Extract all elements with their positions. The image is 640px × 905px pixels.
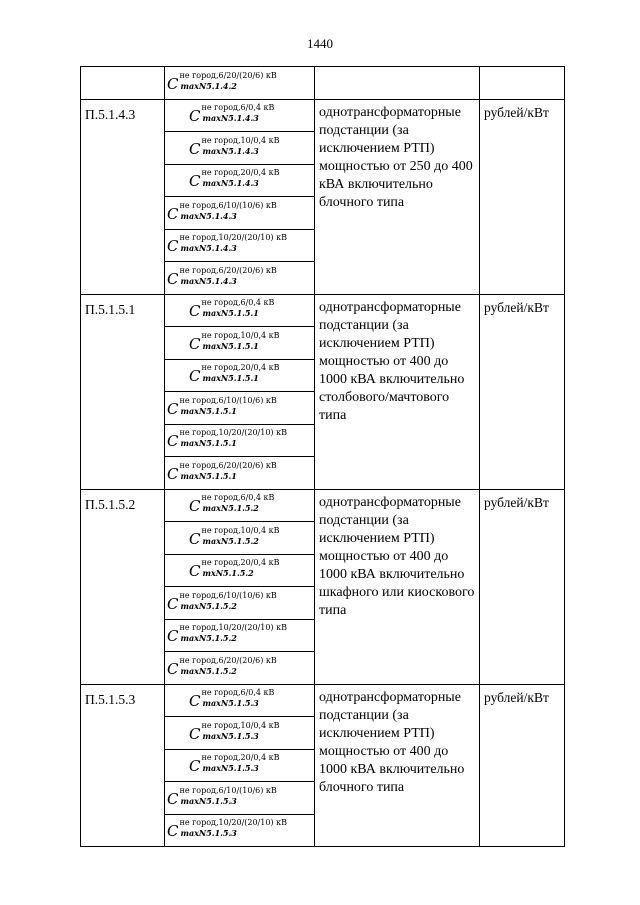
formula-subscript: maxN5.1.5.1	[180, 470, 237, 481]
formula-symbol: C	[167, 464, 179, 483]
formula-subscript: maxN5.1.5.1	[180, 438, 237, 449]
code-cell-text: П.5.1.5.2	[85, 496, 136, 512]
code-cell-text: П.5.1.4.3	[85, 106, 136, 122]
formula-subscript: maxN5.1.5.3	[180, 795, 237, 806]
formula-superscript: не город,10/0,4 кВ	[201, 330, 280, 340]
formula-subscript: maxN5.1.5.1	[180, 405, 237, 416]
page-number: 1440	[307, 36, 333, 51]
formula-cell	[165, 359, 315, 392]
table-row	[81, 684, 565, 717]
formula-superscript: не город,6/10/(10/6) кВ	[179, 395, 277, 405]
formula-symbol: C	[167, 399, 179, 418]
unit-cell-text: рублей/кВт	[484, 494, 549, 510]
formula-cell	[165, 652, 315, 685]
formula-superscript: не город,20/0,4 кВ	[201, 558, 280, 568]
tariff-table	[80, 66, 565, 847]
formula-cell	[165, 197, 315, 230]
formula-symbol: C	[189, 139, 201, 158]
unit-cell	[480, 684, 565, 847]
formula-cell	[165, 749, 315, 782]
formula-cell	[165, 587, 315, 620]
formula-symbol: C	[167, 789, 179, 808]
description-cell-text: однотрансформаторные подстанции (за исключением РТП) мощностью от 400 до 1000 кВА включительно столбового/мачтового типа	[319, 299, 465, 423]
formula-symbol: C	[189, 757, 201, 776]
formula-cell	[165, 619, 315, 652]
unit-cell	[480, 294, 565, 489]
formula-cell	[165, 262, 315, 295]
formula-superscript: не город,6/20/(20/6) кВ	[179, 460, 277, 470]
formula-symbol: C	[189, 302, 201, 321]
unit-cell	[480, 489, 565, 684]
formula-superscript: не город,6/10/(10/6) кВ	[179, 200, 277, 210]
formula-subscript: maxN5.1.4.3	[202, 113, 259, 124]
formula-cell	[165, 132, 315, 165]
formula-subscript: maxN5.1.5.2	[180, 665, 237, 676]
description-cell-text: однотрансформаторные подстанции (за исключением РТП) мощностью от 400 до 1000 кВА включительно шкафного или киоскового типа	[319, 494, 475, 618]
formula-symbol: C	[189, 529, 201, 548]
formula-subscript: maxN5.1.5.3	[202, 730, 259, 741]
description-cell	[315, 99, 480, 294]
unit-cell-text: рублей/кВт	[484, 299, 549, 315]
formula-symbol: C	[167, 269, 179, 288]
formula-superscript: не город,20/0,4 кВ	[201, 168, 280, 178]
formula-cell	[165, 814, 315, 847]
formula-symbol: C	[189, 724, 201, 743]
formula-symbol: C	[167, 594, 179, 613]
formula-subscript: maxN5.1.5.1	[202, 373, 259, 384]
formula-superscript: не город,6/20/(20/6) кВ	[179, 655, 277, 665]
table-row	[81, 99, 565, 132]
formula-subscript: maxN5.1.4.3	[202, 178, 259, 189]
formula-subscript: maxN5.1.5.2	[202, 535, 259, 546]
formula-cell	[165, 392, 315, 425]
description-cell	[315, 684, 480, 847]
formula-subscript: maxN5.1.4.3	[180, 210, 237, 221]
formula-symbol: C	[167, 822, 179, 841]
formula-cell	[165, 67, 315, 100]
unit-cell-text: рублей/кВт	[484, 104, 549, 120]
formula-superscript: не город,6/0,4 кВ	[201, 103, 275, 113]
formula-cell	[165, 294, 315, 327]
description-cell	[315, 489, 480, 684]
formula-superscript: не город,6/20/(20/6) кВ	[179, 70, 277, 80]
code-cell	[81, 99, 165, 294]
formula-cell	[165, 684, 315, 717]
formula-cell	[165, 782, 315, 815]
code-cell	[81, 67, 165, 100]
formula-subscript: maxN5.1.5.2	[180, 600, 237, 611]
formula-superscript: не город,10/0,4 кВ	[201, 525, 280, 535]
formula-superscript: не город,6/20/(20/6) кВ	[179, 265, 277, 275]
formula-symbol: C	[189, 367, 201, 386]
code-cell-text: П.5.1.5.1	[85, 301, 136, 317]
formula-subscript: maxN5.1.5.3	[202, 698, 259, 709]
unit-cell	[480, 67, 565, 100]
formula-subscript: maxN5.1.5.2	[180, 633, 237, 644]
code-cell-text: П.5.1.5.3	[85, 691, 136, 707]
formula-superscript: не город,10/20/(20/10) кВ	[179, 818, 287, 828]
formula-symbol: C	[167, 659, 179, 678]
formula-superscript: не город,10/0,4 кВ	[201, 720, 280, 730]
description-cell-text: однотрансформаторные подстанции (за исключением РТП) мощностью от 400 до 1000 кВА включительно блочного типа	[319, 689, 465, 795]
formula-symbol: C	[167, 204, 179, 223]
formula-subscript: maxN5.1.5.1	[202, 340, 259, 351]
formula-cell	[165, 164, 315, 197]
formula-cell	[165, 457, 315, 490]
table-row	[81, 489, 565, 522]
formula-symbol: C	[189, 334, 201, 353]
formula-cell	[165, 424, 315, 457]
formula-subscript: maxN5.1.4.3	[180, 243, 237, 254]
formula-subscript: maxN5.1.4.3	[180, 275, 237, 286]
formula-cell	[165, 554, 315, 587]
table-row	[81, 67, 565, 100]
formula-symbol: C	[189, 497, 201, 516]
formula-subscript: maxN5.1.4.2	[180, 80, 237, 91]
formula-superscript: не город,20/0,4 кВ	[201, 363, 280, 373]
unit-cell	[480, 99, 565, 294]
formula-superscript: не город,6/0,4 кВ	[201, 493, 275, 503]
formula-superscript: не город,6/0,4 кВ	[201, 298, 275, 308]
formula-cell	[165, 229, 315, 262]
formula-subscript: maxN5.1.5.3	[202, 763, 259, 774]
formula-symbol: C	[167, 432, 179, 451]
formula-superscript: не город,10/0,4 кВ	[201, 135, 280, 145]
formula-superscript: не город,10/20/(20/10) кВ	[179, 233, 287, 243]
formula-superscript: не город,6/0,4 кВ	[201, 688, 275, 698]
code-cell	[81, 489, 165, 684]
formula-superscript: не город,20/0,4 кВ	[201, 753, 280, 763]
code-cell	[81, 684, 165, 847]
formula-cell	[165, 489, 315, 522]
formula-symbol: C	[167, 237, 179, 256]
formula-cell	[165, 717, 315, 750]
formula-cell	[165, 99, 315, 132]
formula-symbol: C	[167, 74, 179, 93]
formula-symbol: C	[167, 627, 179, 646]
formula-symbol: C	[189, 562, 201, 581]
formula-subscript: maxN5.1.5.3	[180, 828, 237, 839]
unit-cell-text: рублей/кВт	[484, 689, 549, 705]
formula-superscript: не город,10/20/(20/10) кВ	[179, 428, 287, 438]
description-cell-text: однотрансформаторные подстанции (за исключением РТП) мощностью от 250 до 400 кВА включительно блочного типа	[319, 104, 473, 210]
code-cell	[81, 294, 165, 489]
description-cell	[315, 294, 480, 489]
formula-subscript: maxN5.1.5.1	[202, 308, 259, 319]
table-row	[81, 294, 565, 327]
formula-symbol: C	[189, 107, 201, 126]
formula-cell	[165, 522, 315, 555]
formula-superscript: не город,10/20/(20/10) кВ	[179, 623, 287, 633]
formula-symbol: C	[189, 692, 201, 711]
formula-subscript: mxN5.1.5.2	[202, 568, 254, 579]
formula-subscript: maxN5.1.4.3	[202, 145, 259, 156]
description-cell	[315, 67, 480, 100]
formula-symbol: C	[189, 172, 201, 191]
formula-superscript: не город,6/10/(10/6) кВ	[179, 785, 277, 795]
formula-cell	[165, 327, 315, 360]
formula-superscript: не город,6/10/(10/6) кВ	[179, 590, 277, 600]
formula-subscript: maxN5.1.5.2	[202, 503, 259, 514]
